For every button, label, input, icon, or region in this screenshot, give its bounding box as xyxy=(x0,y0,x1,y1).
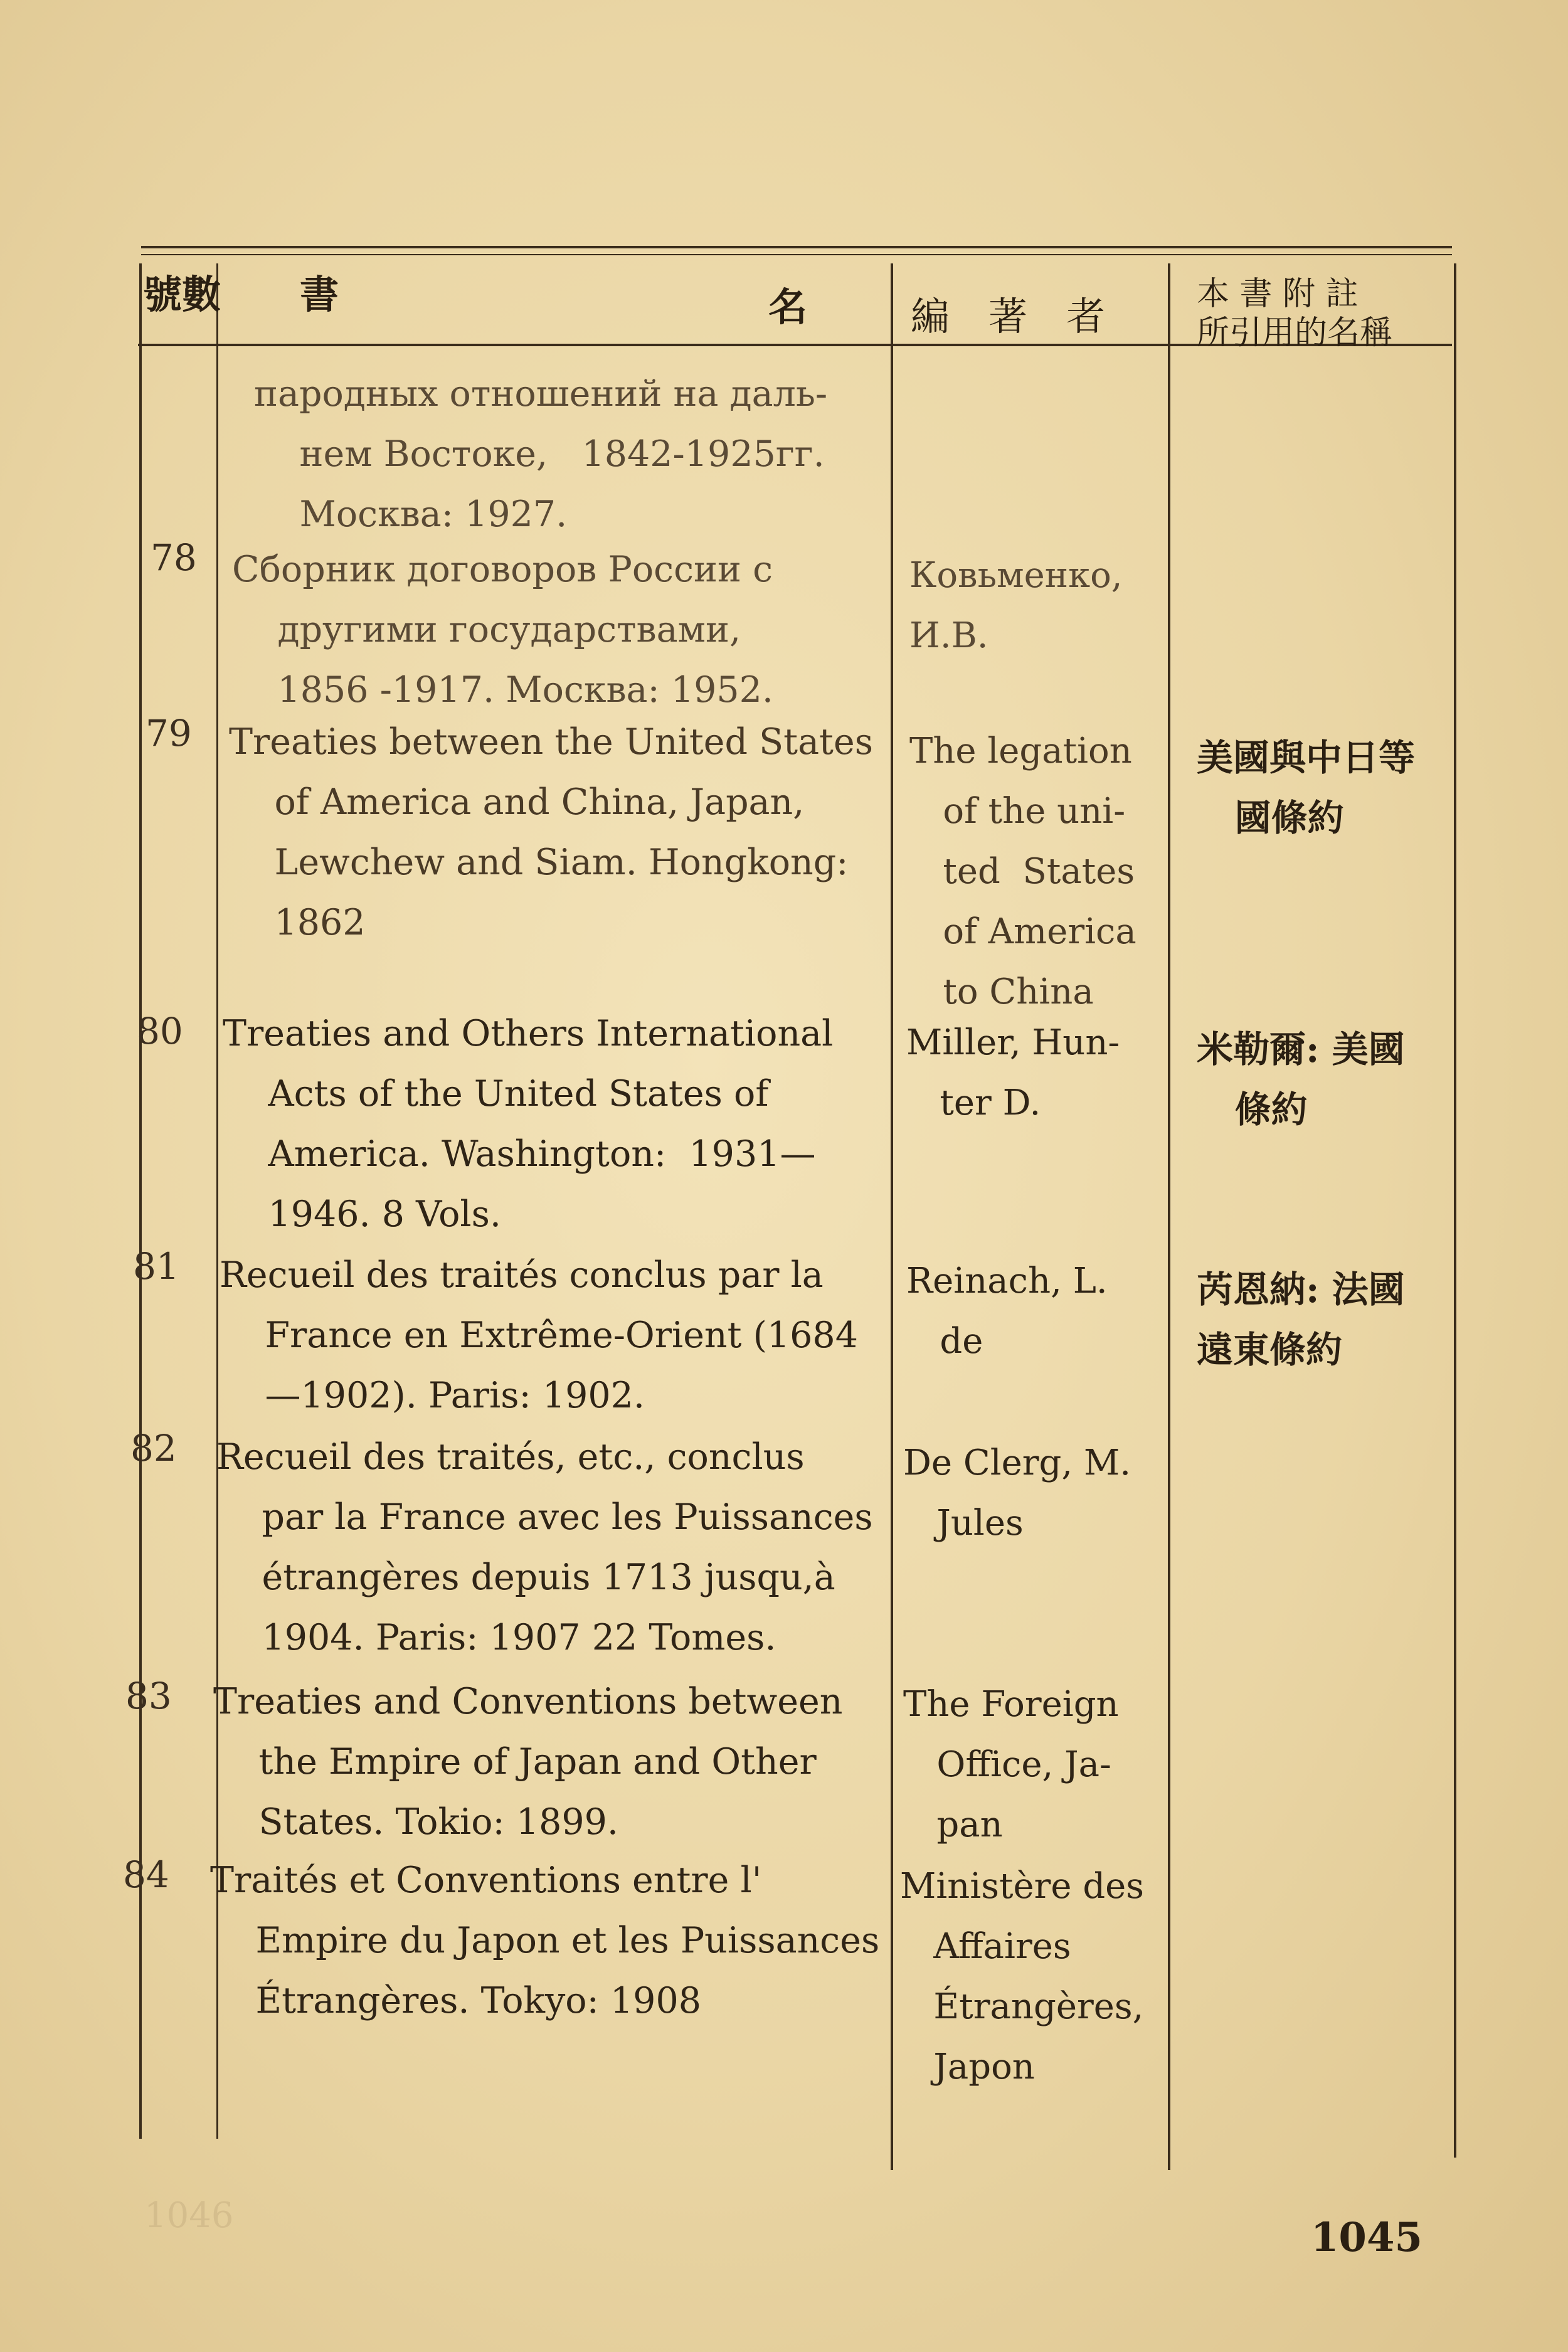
entry-title: пародных отношений на даль- нем Востоке, 1842-1925гг. Москва: 1927. xyxy=(254,373,828,535)
entry-title: Recueil des traités, etc., conclus par la France avec les Puissances étrangères depuis 1713 jusqu,à 1904. Paris: 1907 22 Tomes. xyxy=(216,1436,873,1658)
entry-title: Treaties and Conventions between the Empire of Japan and Other States. Tokio: 1899. xyxy=(213,1681,843,1843)
entry-number: 79 xyxy=(146,712,192,755)
entry-note: 米勒爾: 美國 條約 xyxy=(1197,1028,1405,1131)
entry-author: De Clerg, M. Jules xyxy=(903,1443,1131,1544)
title-author-divider xyxy=(891,263,893,2170)
entry-author: Ковьменко, И.В. xyxy=(909,555,1123,656)
header-note: 本 書 附 註 所引用的名稱 xyxy=(1197,275,1393,352)
entry-title: Traités et Conventions entre l' Empire du Japon et les Puissances Étrangères. Tokyo: 1908 xyxy=(210,1860,880,2021)
entry-number: 81 xyxy=(133,1245,179,1288)
entry-title: Treaties and Others International Acts of the United States of America. Washington: 1931— 1946. 8 Vols. xyxy=(223,1013,834,1235)
entry-author: The legation of the uni- ted States of America to China xyxy=(909,731,1136,1012)
header-author: 編 著 者 xyxy=(911,294,1106,339)
page-number: 1045 xyxy=(1310,2214,1422,2261)
top-rule-thin xyxy=(141,254,1452,255)
top-rule xyxy=(141,246,1452,248)
entry-number: 78 xyxy=(151,536,197,579)
entry-note: 美國與中日等 國條約 xyxy=(1197,736,1416,839)
entry-number: 80 xyxy=(137,1010,183,1052)
entry-number: 84 xyxy=(123,1853,169,1896)
author-note-divider xyxy=(1168,263,1170,2170)
entry-title: Treaties between the United States of America and China, Japan, Lewchew and Siam. Hongkong: 1862 xyxy=(229,721,873,943)
entry-number: 83 xyxy=(125,1675,172,1717)
header-title-right: 名 xyxy=(768,284,808,330)
header-title-left: 書 xyxy=(300,272,339,317)
entry-title: Сборник договоров России с другими государствами, 1856 -1917. Москва: 1952. xyxy=(232,549,774,711)
entry-author: Miller, Hun- ter D. xyxy=(906,1022,1120,1123)
header-number: 號數 xyxy=(143,272,221,317)
entry-author: Reinach, L. de xyxy=(906,1261,1108,1362)
entry-author: Ministère des Affaires Étrangères, Japon xyxy=(900,1866,1145,2087)
entry-author: The Foreign Office, Ja- pan xyxy=(903,1684,1119,1845)
bleed-through-page-number: 1046 xyxy=(144,2195,234,2236)
entry-title: Recueil des traités conclus par la France en Extrême-Orient (1684 —1902). Paris: 1902. xyxy=(220,1254,858,1416)
right-border xyxy=(1454,263,1456,2158)
entry-note: 芮恩納: 法國 遠東條約 xyxy=(1197,1268,1405,1371)
entry-number: 82 xyxy=(130,1427,177,1470)
